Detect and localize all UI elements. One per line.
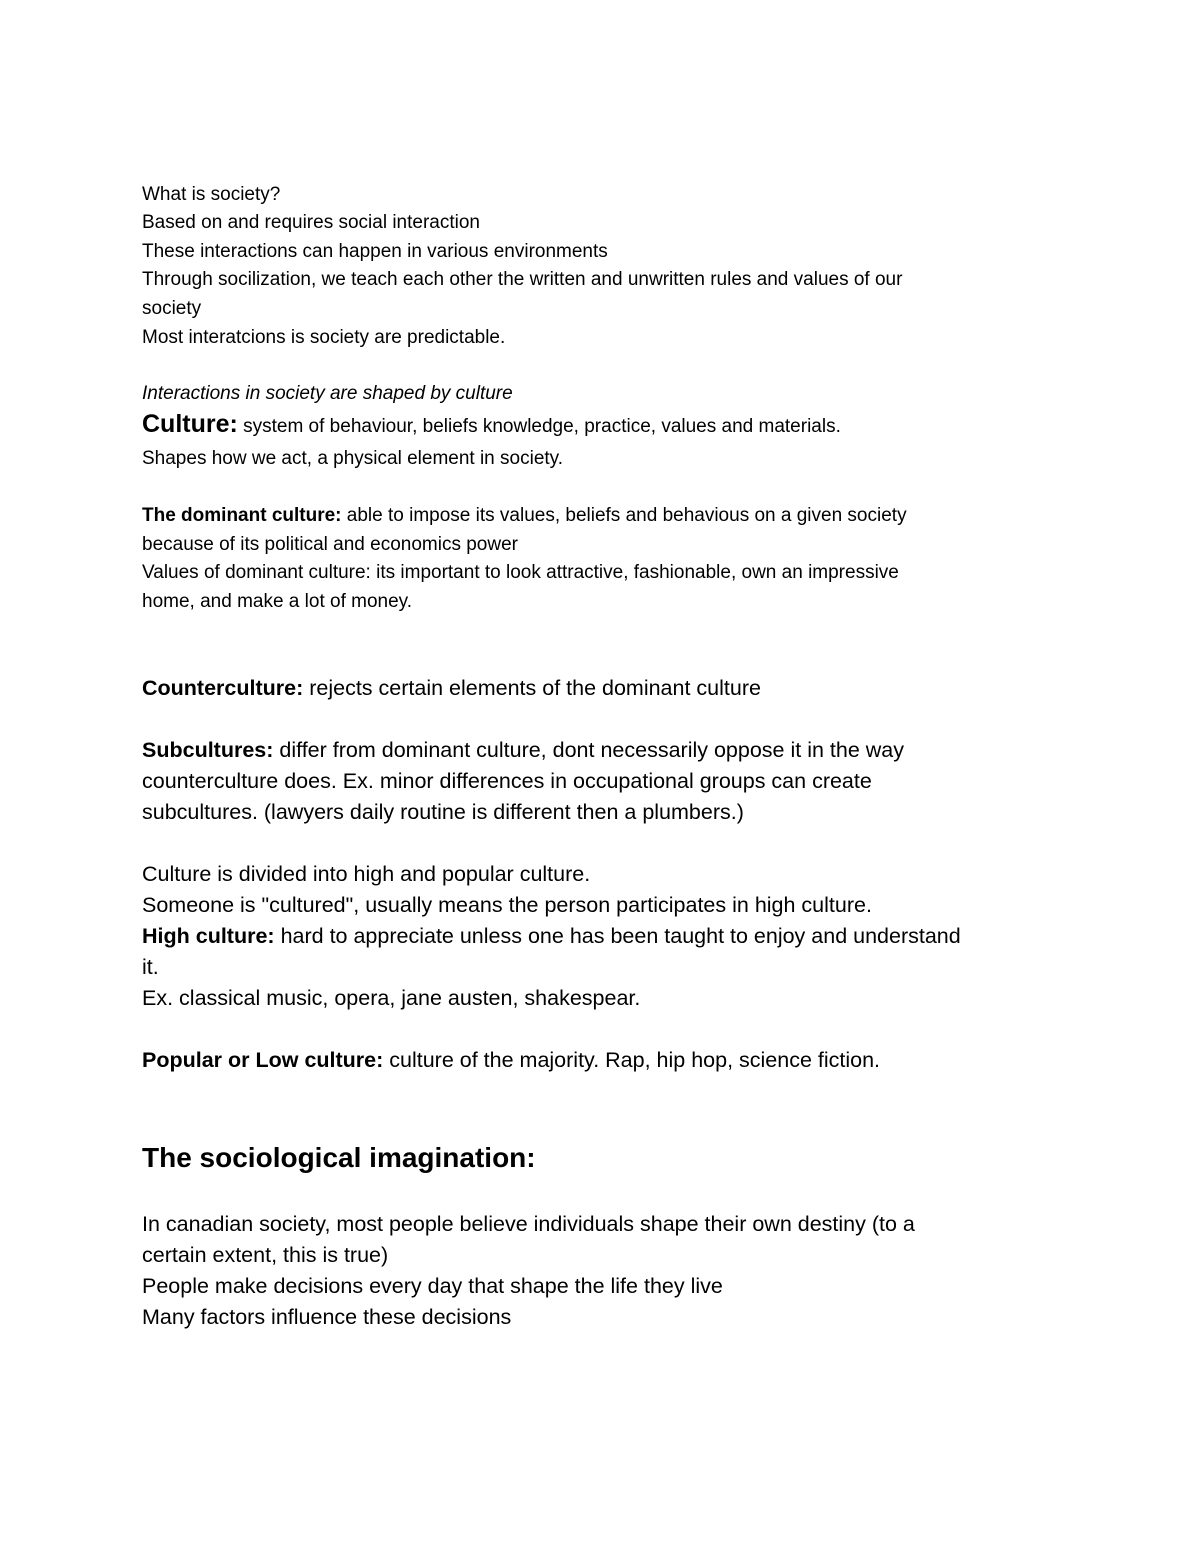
intro-line-3: These interactions can happen in various environments: [142, 241, 608, 262]
imagination-line-4: Many factors influence these decisions: [142, 1305, 512, 1329]
culture-term: Culture:: [142, 410, 238, 438]
intro-line-6: Most interatcions is society are predictable.: [142, 327, 506, 348]
dominant-line-4: home, and make a lot of money.: [142, 591, 413, 612]
counterculture-definition: rejects certain elements of the dominant culture: [303, 676, 761, 700]
intro-line-4: Through socilization, we teach each other the written and unwritten rules and values of our: [142, 269, 903, 290]
high-culture-line-5: Ex. classical music, opera, jane austen, shakespear.: [142, 986, 641, 1010]
culture-line-2: Shapes how we act, a physical element in society.: [142, 448, 564, 469]
counterculture-line: [142, 676, 761, 701]
subcultures-term: Subcultures:: [142, 738, 274, 762]
counterculture-term: Counterculture:: [142, 676, 304, 700]
imagination-line-2: certain extent, this is true): [142, 1243, 389, 1267]
culture-definition-line: [142, 410, 841, 439]
dominant-definition: able to impose its values, beliefs and behavious on a given society: [341, 505, 907, 526]
imagination-line-1: In canadian society, most people believe individuals shape their own destiny (to a: [142, 1212, 915, 1236]
popular-culture-term: Popular or Low culture:: [142, 1048, 384, 1072]
popular-culture-definition: culture of the majority. Rap, hip hop, science fiction.: [383, 1048, 881, 1072]
imagination-line-3: People make decisions every day that shape the life they live: [142, 1274, 723, 1298]
section-heading: The sociological imagination:: [142, 1142, 536, 1173]
high-culture-line-4: it.: [142, 955, 159, 979]
culture-italic-intro: Interactions in society are shaped by culture: [142, 383, 513, 404]
high-culture-term: High culture:: [142, 924, 275, 948]
subcultures-definition: differ from dominant culture, dont necessarily oppose it in the way: [273, 738, 905, 762]
dominant-line-2: because of its political and economics power: [142, 534, 518, 555]
dominant-definition-line: [142, 505, 907, 527]
culture-definition: system of behaviour, beliefs knowledge, practice, values and materials.: [237, 416, 841, 437]
intro-line-5: society: [142, 298, 202, 319]
popular-culture-line: [142, 1048, 880, 1073]
high-culture-line-1: Culture is divided into high and popular culture.: [142, 862, 591, 886]
high-culture-line-3: [142, 924, 961, 949]
subcultures-line-2: counterculture does. Ex. minor differences in occupational groups can create: [142, 769, 872, 793]
subcultures-line-3: subcultures. (lawyers daily routine is different then a plumbers.): [142, 800, 744, 824]
dominant-term: The dominant culture:: [142, 505, 342, 526]
subcultures-line-1: [142, 738, 904, 763]
dominant-line-3: Values of dominant culture: its important to look attractive, fashionable, own an impressive: [142, 562, 899, 583]
high-culture-definition: hard to appreciate unless one has been taught to enjoy and understand: [274, 924, 961, 948]
intro-line-2: Based on and requires social interaction: [142, 212, 480, 233]
high-culture-line-2: Someone is "cultured", usually means the person participates in high culture.: [142, 893, 872, 917]
intro-line-1: What is society?: [142, 184, 281, 205]
